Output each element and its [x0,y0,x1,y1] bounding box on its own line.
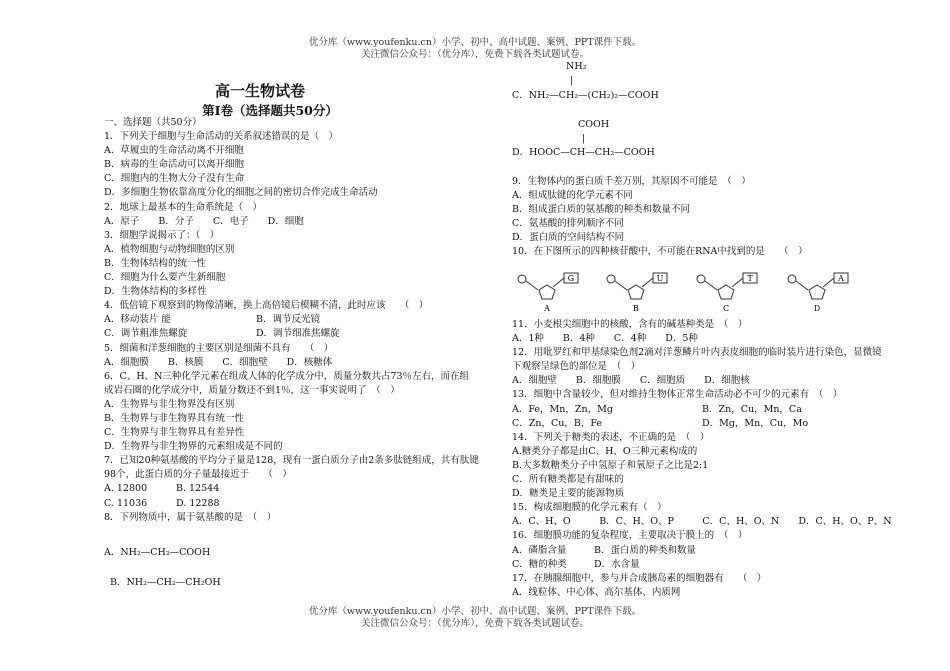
option-label: C [722,304,730,313]
nucleotide-diagram-d [786,268,866,316]
question-11: 11．小麦根尖细胞中的核酸，含有的碱基种类是 （ ） [512,319,748,330]
question-10: 10．在下图所示的四种核苷酸中，不可能在RNA中找到的是 （ ） [512,246,808,258]
question-7: 7．已知20种氨基酸的平均分子量是128，现有一蛋白质分子由2条多肽链组成，共有肽键 [104,455,479,467]
option-row [104,497,479,511]
option-text: C．调节粗准焦螺旋 [104,328,188,340]
question-9: 9．生物体内的蛋白质千差万别，其原因不可能是 （ ） [512,176,751,187]
option-row [104,313,479,327]
option-text: D．糖类是主要的能源物质 [512,488,625,500]
question-3: 3．细胞学说揭示了：（ ） [104,229,220,241]
formula-bond: | [582,133,586,144]
option-text: B．NH₂—CH₂—CH₂OH [110,577,221,588]
option-text: B．生物界与非生物界具有统一性 [104,412,244,424]
question-6: 6．C、H、N三种化学元素在组成人体的化学成分中，质量分数共占73％左右，而在组 [104,370,469,382]
option-text: C．生物界与非生物界具有差异性 [104,427,245,439]
option-label: D [813,304,821,313]
option-text: A.糖类分子都是由C、H、O三种元素构成的 [512,445,698,457]
formula-nh2: NH₂ [566,61,587,72]
question-5: 5．细菌和洋葱细胞的主要区别是细菌不具有 （ ） [104,342,334,354]
option-text: C. 11036 [104,497,148,509]
option-text: B. 12544 [176,483,220,495]
option-text: A．草履虫的生命活动离不开细胞 [104,145,244,157]
footer-line-2: 关注微信公众号：（优分库），免费下载各类试题试卷。 [360,618,589,629]
option-row [512,417,892,431]
section-title: 第Ⅰ卷（选择题共50分） [202,103,338,118]
header-line-2: 关注微信公众号：（优分库），免费下载各类试题试卷。 [360,49,589,60]
base-label: G [567,274,575,283]
header-line-1: 优分库（www.youfenku.cn）小学、初中、高中试题、案例、PPT课件下载。 [308,37,642,48]
option-text: B．生物体结构的统一性 [104,257,206,269]
option-text: B．蛋白质的种类和数量 [594,544,696,556]
option-text: A．植物细胞与动物细胞的区别 [104,243,235,255]
option-text: A. 12800 [104,483,148,495]
option-text: A．NH₂—CH₂—COOH [104,547,211,558]
option-text: C．氨基酸的排列顺序不同 [512,218,624,230]
option-text: C．所有糖类都是有甜味的 [512,474,624,486]
option-text: B．Zn，Cu，Mn，Ca [702,403,802,415]
option-row [104,327,479,341]
right-column-lower [512,318,892,600]
option-row [512,544,892,558]
option-text: C．细胞为什么要产生新细胞 [104,272,226,284]
option-d-formula: D．HOOC—CH—CH₂—COOH [512,147,655,158]
option-row [512,403,892,417]
page-header [0,37,950,61]
formula-cooh: COOH [578,119,610,130]
left-column [104,116,479,525]
question-4: 4．低倍镜下观察到的物像清晰，换上高倍镜后模糊不清，此时应该 （ ） [104,300,429,312]
option-text: A．C、H、O B．C、H、O、P C．C、H、O、N D．C、H、O、P、N [512,516,892,528]
option-text: B．组成蛋白质的氨基酸的种类和数量不同 [512,204,690,216]
option-label: A [544,304,550,313]
option-text: C．细胞内的生物大分子没有生命 [104,173,245,185]
question-12-cont: 下观察呈绿色的部位是 （ ） [512,361,641,373]
question-13: 13．细胞中含量较少，但对维持生物体正常生命活动必不可少的元素有 （ ） [512,389,843,401]
option-text: D. 12288 [176,497,220,509]
option-text: A．磷脂含量 [512,544,567,556]
option-text: A．组成肽键的化学元素不同 [512,190,633,202]
question-8: 8．下列物质中，属于氨基酸的是 （ ） [104,511,277,523]
question-7-cont: 98个，此蛋白质的分子量最接近于 （ ） [104,469,292,481]
option-text: A．Fe，Mn，Zn，Mg [512,403,613,415]
base-label: A [838,274,844,283]
option-text: C．糖的种类 [512,558,567,570]
option-row [104,482,479,496]
nucleotide-diagram-c [695,268,775,316]
option-text: A．原子 B．分子 C．电子 D．细胞 [104,215,304,227]
nucleotide-diagram-b [605,268,685,316]
question-6-cont: 成岩石圈的化学成分中，质量分数还不到1％，这一事实说明了 （ ） [104,384,400,396]
question-15: 15．构成细胞膜的化学元素有（ ） [512,502,667,514]
question-12: 12．用吡罗红和甲基绿染色剂2滴对洋葱鳞片叶内表皮细胞的临时装片进行染色，显微镜 [512,347,882,359]
option-text: D．生物界与非生物界的元素组成是不同的 [104,441,283,453]
option-text: B．调节反光镜 [256,314,320,326]
base-label: U [656,274,664,283]
option-text: A．生物界与非生物界没有区别 [104,398,235,410]
option-text: C．Zn，Cu，B，Fe [512,417,603,429]
option-text: B.大多数糖类分子中氢原子和氧原子之比是2:1 [512,459,709,471]
section-heading: 一、选择题（共50分） [104,117,202,128]
question-1: 1．下列关于细胞与生命活动的关系叙述错误的是（ ） [104,131,339,143]
nucleotide-diagram-a [516,268,596,316]
option-c-formula: C．NH₂—CH₂—(CH₂)₂—COOH [512,90,659,101]
option-text: D．多细胞生物依靠高度分化的细胞之间的密切合作完成生命活动 [104,187,378,199]
exam-title: 高一生物试卷 [214,82,305,100]
question-17: 17．在胰腺细胞中，参与并合成胰岛素的细胞器有 （ ） [512,572,767,584]
option-text: A．细胞壁 B．细胞膜 C．细胞质 D．细胞核 [512,375,750,387]
right-column-upper [512,175,808,260]
option-text: D．水含量 [594,558,640,570]
question-14: 14．下列关于糖类的表述，不正确的是 （ ） [512,431,710,443]
option-text: A．细胞膜 B．核膜 C．细胞壁 D．核糖体 [104,356,333,368]
option-text: D．Mg，Mn，Cu，Mo [702,417,809,429]
option-text: D．生物体结构的多样性 [104,286,207,298]
base-label: T [747,274,753,283]
option-text: D．蛋白质的空间结构不同 [512,232,625,244]
option-label: B [633,304,639,313]
question-2: 2．地球上最基本的生命系统是（ ） [104,201,263,213]
option-text: D．调节细准焦螺旋 [256,328,340,340]
option-row [512,558,892,572]
page-footer [0,606,950,630]
option-text: B．病毒的生命活动可以离开细胞 [104,159,244,171]
option-text: A．移动装片 能 [104,314,171,326]
question-16: 16．细胞膜功能的复杂程度，主要取决于膜上的 （ ） [512,530,748,542]
footer-line-1: 优分库（www.youfenku.cn）小学、初中、高中试题、案例、PPT课件下载。 [308,606,642,617]
formula-bond: | [570,75,574,86]
option-text: A．1种 B．4种 C．4种 D．5种 [512,333,698,345]
option-text: A．线粒体、中心体、高尔基体、内质网 [512,586,681,598]
